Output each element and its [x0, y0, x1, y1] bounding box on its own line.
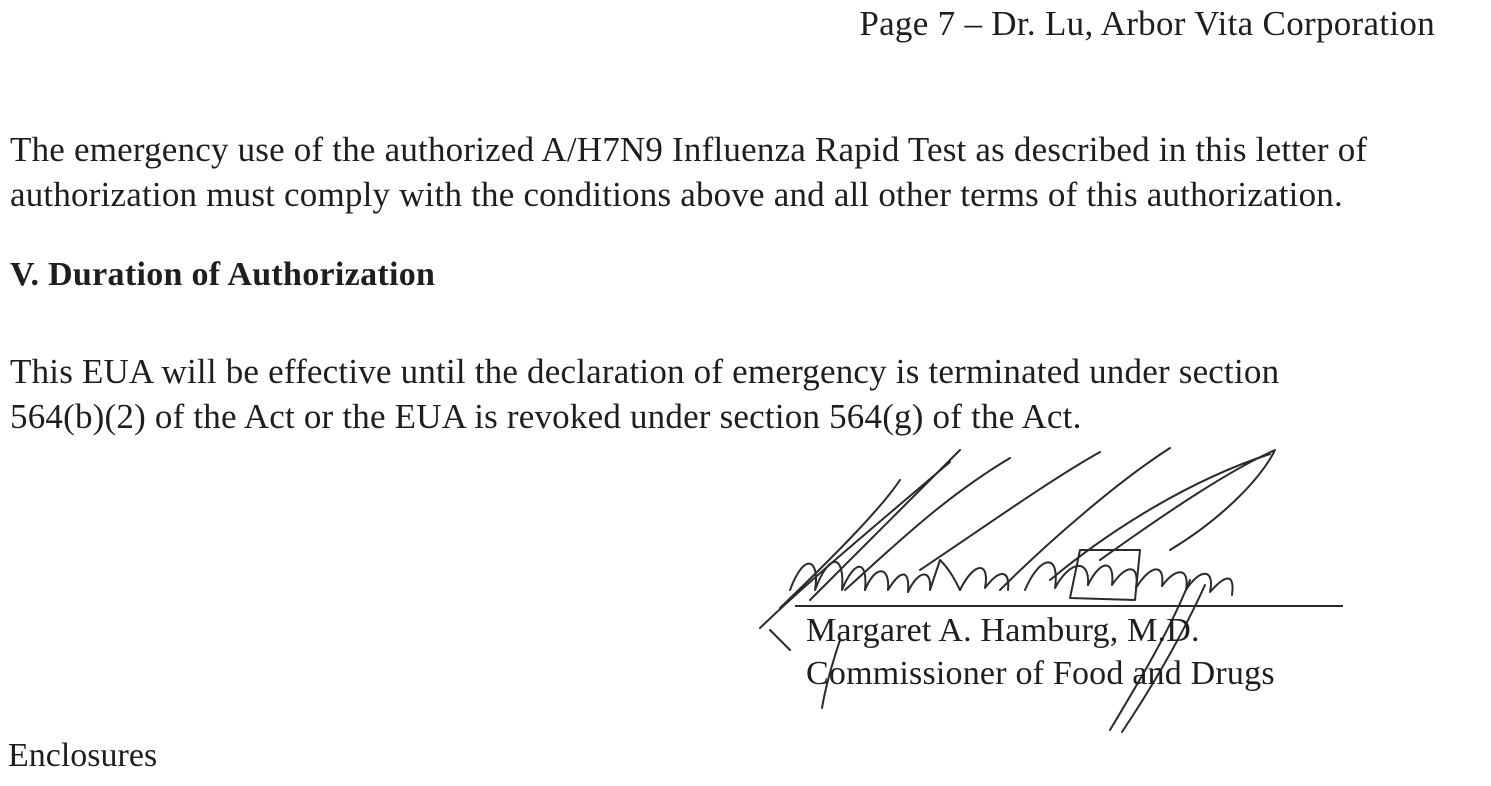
enclosures-label: Enclosures [8, 737, 158, 774]
handwritten-signature [750, 440, 1370, 740]
paragraph-emergency-use [10, 127, 1367, 217]
paragraph-line: authorization must comply with the conditions above and all other terms of this authorization. [10, 175, 1343, 214]
signature-block [750, 440, 1370, 740]
paragraph-line: 564(b)(2) of the Act or the EUA is revoked under section 564(g) of the Act. [10, 397, 1082, 436]
signature-line [795, 605, 1343, 607]
paragraph-line: The emergency use of the authorized A/H7N9 Influenza Rapid Test as described in this letter of [10, 130, 1368, 169]
section-heading: V. Duration of Authorization [10, 256, 436, 293]
signatory-name: Margaret A. Hamburg, M.D. [806, 612, 1200, 649]
paragraph-duration [10, 349, 1279, 439]
signatory-title: Commissioner of Food and Drugs [806, 655, 1275, 692]
paragraph-line: This EUA will be effective until the declaration of emergency is terminated under section [10, 352, 1280, 391]
page-header: Page 7 – Dr. Lu, Arbor Vita Corporation [859, 4, 1435, 43]
